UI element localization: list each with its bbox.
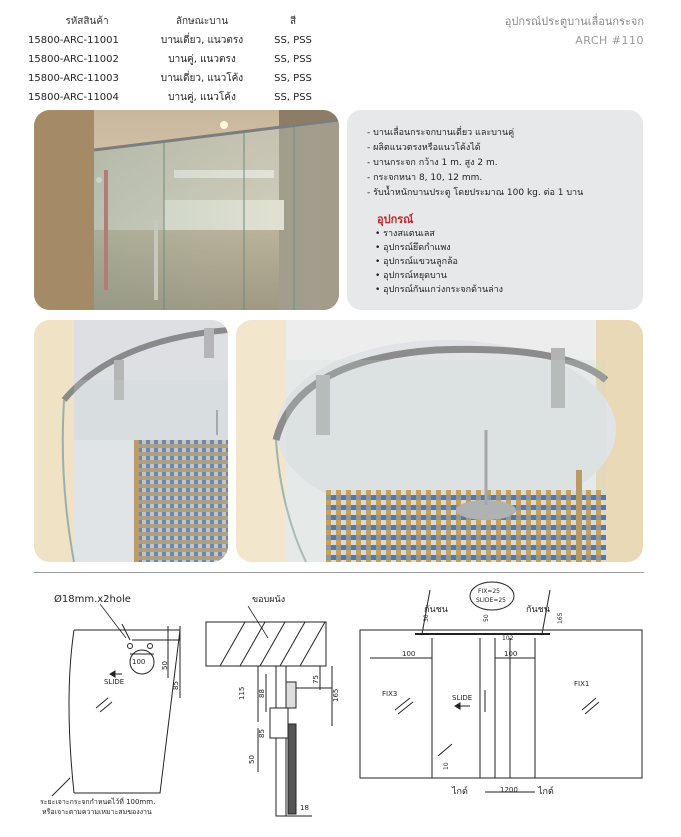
cell-color: SS, PSS: [274, 92, 312, 103]
accessories-list: [375, 227, 503, 297]
header-type: ลักษณะบาน: [175, 16, 229, 27]
cell-code: 15800-ARC-11002: [28, 54, 119, 65]
dim-10: 10: [443, 762, 450, 770]
stopper-left: กันชน: [424, 605, 448, 615]
guide-right: ไกด์: [538, 787, 554, 797]
dim-102: 102: [502, 635, 514, 642]
dim-75: 75: [312, 675, 320, 684]
dim-100: 100: [132, 658, 146, 666]
table-row: [28, 50, 328, 69]
corridor-photo-illustration: [34, 110, 339, 310]
accessory-item: • รางสแตนเลส: [375, 227, 503, 241]
dim-1200: 1200: [500, 786, 518, 794]
cell-type: บานคู่, แนวตรง: [168, 54, 236, 65]
slide-label: SLIDE: [104, 678, 125, 686]
table-row: [28, 31, 328, 50]
product-table: [28, 12, 328, 107]
header-code: รหัสสินค้า: [65, 16, 109, 27]
table-header: [28, 12, 328, 31]
accessory-item: • อุปกรณ์กันแกว่งกระจกด้านล่าง: [375, 283, 503, 297]
photo-corridor-door: [34, 110, 339, 310]
header-color: สี: [289, 16, 297, 27]
feature-item: - รับน้ำหนักบานประตู โดยประมาณ 100 kg. ต่อ 1 บาน: [367, 186, 583, 201]
dim-88: 88: [258, 689, 266, 698]
dim-30: 30: [423, 614, 430, 622]
shower-photo-illustration: [34, 320, 228, 562]
cell-code: 15800-ARC-11004: [28, 92, 119, 103]
slide-label: SLIDE: [452, 694, 473, 702]
drawing-glass-holes: [52, 624, 180, 796]
hole-icon: [148, 644, 153, 649]
accessory-item: • อุปกรณ์หยุดบาน: [375, 269, 503, 283]
drilling-note: ระยะเจาะกระจกกำหนดไว้ที่ 100mm.: [40, 798, 156, 806]
guide-left: ไกด์: [452, 787, 468, 797]
cell-type: บานคู่, แนวโค้ง: [168, 92, 236, 103]
dim-50: 50: [248, 755, 256, 764]
dim-165: 165: [332, 688, 340, 702]
accessory-item: • อุปกรณ์แขวนลูกล้อ: [375, 255, 503, 269]
dim-100-left: 100: [402, 650, 416, 658]
category-title: อุปกรณ์ประตูบานเลื่อนกระจก: [504, 15, 644, 28]
cell-color: SS, PSS: [274, 73, 312, 84]
dim-50: 50: [483, 614, 490, 622]
dim-165: 165: [557, 612, 564, 624]
cell-color: SS, PSS: [274, 35, 312, 46]
accessories-title: อุปกรณ์: [377, 213, 414, 226]
section-divider: [34, 572, 644, 573]
hole-label: Ø18mm.x2hole: [54, 594, 131, 605]
drawing-wall-section: [206, 622, 332, 816]
table-row: [28, 69, 328, 88]
spec-box: [347, 110, 643, 310]
fix1-label: FIX1: [574, 680, 590, 688]
dim-115: 115: [238, 686, 246, 700]
dim-85: 85: [172, 681, 180, 690]
dim-85: 85: [258, 729, 266, 738]
slide-note: SLIDE=25: [476, 597, 506, 604]
photo-curved-shower-right: [236, 320, 643, 562]
drilling-note-2: หรือเจาะตามความเหมาะสมของงาน: [42, 808, 152, 816]
dim-50: 50: [161, 661, 169, 670]
feature-list: [367, 126, 583, 201]
cell-code: 15800-ARC-11003: [28, 73, 119, 84]
cell-code: 15800-ARC-11001: [28, 35, 119, 46]
feature-item: - กระจกหนา 8, 10, 12 mm.: [367, 171, 583, 186]
technical-drawings: [30, 578, 650, 833]
table-row: [28, 88, 328, 107]
detail-callout-icon: [470, 582, 514, 610]
shower-photo-illustration: [236, 320, 643, 562]
cell-type: บานเดี่ยว, แนวตรง: [160, 35, 244, 46]
feature-item: - บานเลื่อนกระจกบานเดี่ยว และบานคู่: [367, 126, 583, 141]
fix-note: FIX=25: [478, 588, 500, 595]
dim-18: 18: [300, 804, 309, 812]
stopper-right: กันชน: [526, 605, 550, 615]
cell-color: SS, PSS: [274, 54, 312, 65]
feature-item: - บานกระจก กว้าง 1 m. สูง 2 m.: [367, 156, 583, 171]
photo-curved-shower-left: [34, 320, 228, 562]
dim-100-right: 100: [504, 650, 518, 658]
feature-item: - ผลิตแนวตรงหรือแนวโค้งได้: [367, 141, 583, 156]
wall-edge-label: ขอบผนัง: [252, 595, 286, 605]
hole-icon: [128, 644, 133, 649]
fix3-label: FIX3: [382, 690, 398, 698]
drawing-elevation: [360, 582, 642, 792]
cell-type: บานเดี่ยว, แนวโค้ง: [160, 73, 244, 84]
accessory-item: • อุปกรณ์ยึดกำแพง: [375, 241, 503, 255]
catalog-code: ARCH #110: [575, 34, 644, 47]
